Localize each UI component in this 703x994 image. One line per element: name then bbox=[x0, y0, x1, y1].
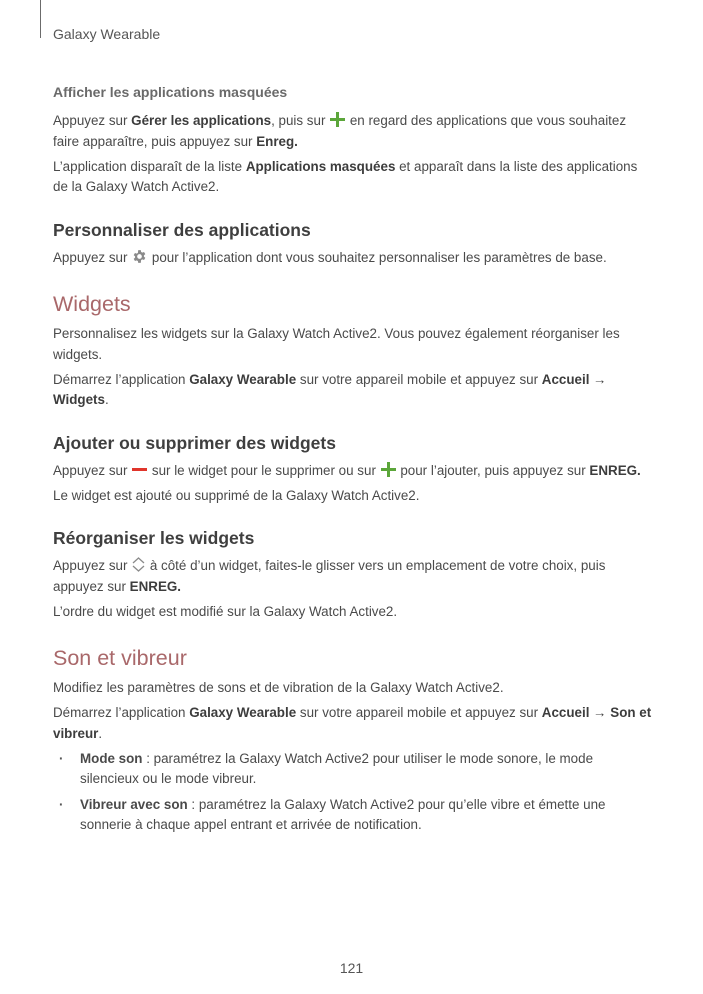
reorder-handle-icon bbox=[131, 556, 146, 573]
text: Appuyez sur bbox=[53, 462, 132, 478]
reorder-paragraph-1 bbox=[53, 556, 653, 597]
page-number: 121 bbox=[339, 960, 364, 976]
plus-icon bbox=[380, 461, 397, 478]
sound-vibration-label: Son et vibreur bbox=[53, 705, 652, 741]
home-label: Accueil bbox=[541, 371, 590, 387]
text: à côté d’un widget, faites-le glisser vers un emplacement de votre choix, puis appuyez sur bbox=[53, 558, 606, 594]
text: pour l’ajouter, puis appuyez sur bbox=[396, 462, 590, 478]
text: L’application disparaît de la liste bbox=[53, 158, 246, 174]
page-content bbox=[53, 82, 653, 841]
arrow: → bbox=[589, 705, 611, 720]
text: sur votre appareil mobile et appuyez sur bbox=[296, 705, 542, 720]
text: pour l’application dont vous souhaitez personnaliser les paramètres de base. bbox=[148, 249, 607, 265]
hidden-apps-label: Applications masquées bbox=[245, 158, 396, 174]
option-name: Mode son bbox=[80, 750, 143, 766]
option-description: : paramétrez la Galaxy Watch Active2 pour qu’elle vibre et émette une sonnerie à chaque appel entrant et arrivée de notification. bbox=[80, 796, 606, 832]
text: en regard des applications que vous souhaitez faire apparaître, puis appuyez sur bbox=[53, 113, 627, 149]
hidden-apps-paragraph-2 bbox=[53, 157, 653, 198]
widgets-paragraph-2 bbox=[53, 370, 653, 411]
text: . bbox=[104, 392, 109, 407]
text: sur le widget pour le supprimer ou sur bbox=[148, 462, 380, 478]
plus-icon bbox=[329, 111, 346, 128]
list-item bbox=[53, 749, 653, 790]
save-label: Enreg. bbox=[256, 133, 298, 149]
header-title: Galaxy Wearable bbox=[53, 26, 161, 42]
text: Appuyez sur bbox=[53, 558, 132, 573]
sound-paragraph-1: Modifiez les paramètres de sons et de vibration de la Galaxy Watch Active2. bbox=[53, 680, 504, 695]
app-name: Galaxy Wearable bbox=[189, 705, 297, 720]
widgets-paragraph-1: Personnalisez les widgets sur la Galaxy Watch Active2. Vous pouvez également réorganiser les widgets. bbox=[53, 326, 620, 362]
text: sur votre appareil mobile et appuyez sur bbox=[296, 371, 542, 387]
reorder-heading: Réorganiser les widgets bbox=[53, 528, 255, 548]
sound-options-list bbox=[53, 749, 653, 836]
add-remove-paragraph-1 bbox=[53, 461, 653, 482]
list-item bbox=[53, 795, 653, 836]
customize-apps-paragraph bbox=[53, 248, 653, 269]
add-remove-heading: Ajouter ou supprimer des widgets bbox=[53, 432, 336, 453]
minus-icon bbox=[131, 461, 148, 478]
customize-apps-heading: Personnaliser des applications bbox=[53, 219, 311, 240]
text: . bbox=[98, 725, 103, 741]
add-remove-paragraph-2: Le widget est ajouté ou supprimé de la Galaxy Watch Active2. bbox=[53, 487, 420, 503]
save-label: ENREG. bbox=[589, 462, 641, 478]
widgets-heading: Widgets bbox=[53, 292, 131, 316]
arrow: → bbox=[589, 371, 607, 387]
option-name: Vibreur avec son bbox=[80, 796, 188, 812]
app-name: Galaxy Wearable bbox=[189, 371, 297, 387]
header-rule bbox=[40, 0, 41, 38]
sound-paragraph-2 bbox=[53, 703, 653, 744]
manage-apps-label: Gérer les applications bbox=[131, 113, 272, 128]
text: et apparaît dans la liste des applications de la Galaxy Watch Active2. bbox=[53, 158, 638, 194]
hidden-apps-paragraph-1 bbox=[53, 111, 653, 152]
text: Démarrez l’application bbox=[53, 371, 190, 387]
widgets-label: Widgets bbox=[53, 392, 105, 407]
home-label: Accueil bbox=[541, 705, 590, 720]
sound-heading: Son et vibreur bbox=[53, 646, 187, 670]
hidden-apps-heading: Afficher les applications masquées bbox=[53, 84, 288, 100]
reorder-paragraph-2: L’ordre du widget est modifié sur la Galaxy Watch Active2. bbox=[53, 603, 398, 619]
text: Appuyez sur bbox=[53, 249, 132, 265]
gear-icon bbox=[131, 248, 148, 265]
text: Appuyez sur bbox=[53, 113, 132, 128]
text: , puis sur bbox=[271, 113, 330, 128]
option-description: : paramétrez la Galaxy Watch Active2 pour utiliser le mode sonore, le mode silencieux ou le mode vibreur. bbox=[80, 750, 594, 786]
text: Démarrez l’application bbox=[53, 705, 190, 720]
save-label: ENREG. bbox=[129, 578, 182, 594]
